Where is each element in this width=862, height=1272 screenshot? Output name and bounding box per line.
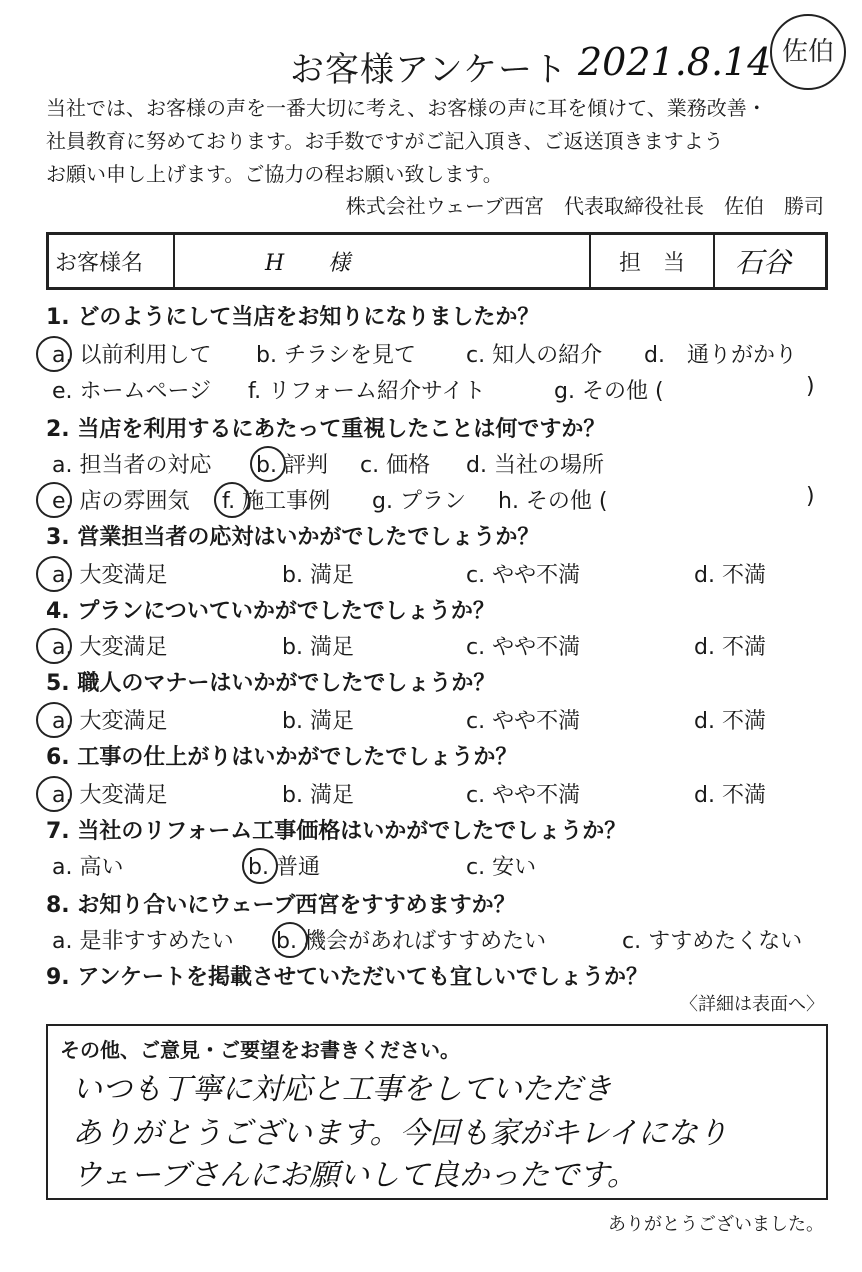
answer-circle-q1 (36, 336, 72, 372)
survey-title: お客様アンケート (290, 50, 568, 90)
q4-option-b[interactable]: b. 満足 (282, 635, 354, 660)
detail-note: 〈詳細は表面へ〉 (680, 994, 824, 1015)
answer-circle-q3 (36, 556, 72, 592)
q8-option-a[interactable]: a. 是非すすめたい (52, 929, 234, 954)
company-signature: 株式会社ウェーブ西宮 代表取締役社長 佐伯 勝司 (345, 194, 824, 218)
answer-circle-q5 (36, 702, 72, 738)
answer-circle-q2-e (36, 482, 72, 518)
q4-option-d[interactable]: d. 不満 (694, 635, 766, 660)
handwritten-date: 2021.8.14 (578, 40, 772, 84)
q8-option-c[interactable]: c. すすめたくない (622, 929, 803, 954)
q4-option-a[interactable]: a. 大変満足 (52, 635, 168, 660)
comment-line-3: ウェーブさんにお願いして良かったです。 (72, 1158, 637, 1193)
q2-option-h[interactable]: h. その他 ( (498, 489, 608, 514)
q1-option-d[interactable]: d. 通りがかり (644, 343, 797, 368)
comment-label: その他、ご意見・ご要望をお書きください。 (60, 1038, 460, 1062)
q1-option-b[interactable]: b. チラシを見て (256, 343, 416, 368)
q8-option-b[interactable]: b. 機会があればすすめたい (276, 929, 547, 954)
q5-option-a[interactable]: a. 大変満足 (52, 709, 168, 734)
q2-option-e[interactable]: e. 店の雰囲気 (52, 489, 190, 514)
customer-name-label: お客様名 (48, 234, 175, 289)
question-9: 9. アンケートを掲載させていただいても宜しいでしょうか？ (46, 965, 649, 990)
q2-option-c[interactable]: c. 価格 (360, 453, 431, 478)
customer-name-value: H 様 (174, 234, 590, 289)
staff-value: 石谷 (714, 234, 827, 289)
question-1: 1. どのようにして当店をお知りになりましたか？ (46, 305, 540, 330)
intro-line-1: 当社では、お客様の声を一番大切に考え、お客様の声に耳を傾けて、業務改善・ (46, 96, 767, 120)
question-8: 8. お知り合いにウェーブ西宮をすすめますか？ (46, 893, 516, 918)
q1-option-a[interactable]: a. 以前利用して (52, 343, 212, 368)
q5-option-d[interactable]: d. 不満 (694, 709, 766, 734)
q1-option-g[interactable]: g. その他 ( (554, 379, 664, 404)
comment-line-1: いつも丁寧に対応と工事をしていただき (72, 1072, 612, 1107)
question-7: 7. 当社のリフォーム工事価格はいかがでしたでしょうか？ (46, 819, 627, 844)
question-2: 2. 当店を利用するにあたって重視したことは何ですか？ (46, 417, 606, 442)
answer-circle-q4 (36, 628, 72, 664)
question-6: 6. 工事の仕上がりはいかがでしたでしょうか？ (46, 745, 518, 770)
answer-circle-q2-f (214, 482, 250, 518)
q1-option-e[interactable]: e. ホームページ (52, 379, 212, 404)
q2-option-a[interactable]: a. 担当者の対応 (52, 453, 212, 478)
seal-stamp: 佐伯 (770, 14, 846, 90)
customer-info-table (46, 232, 828, 290)
q2-option-f[interactable]: f. 施工事例 (222, 489, 331, 514)
question-5: 5. 職人のマナーはいかがでしたでしょうか？ (46, 671, 496, 696)
q5-option-c[interactable]: c. やや不満 (466, 709, 581, 734)
intro-line-3: お願い申し上げます。ご協力の程お願い致します。 (46, 162, 503, 186)
q2-option-b[interactable]: b. 評判 (256, 453, 328, 478)
q6-option-a[interactable]: a. 大変満足 (52, 783, 168, 808)
q2-option-d[interactable]: d. 当社の場所 (466, 453, 604, 478)
q6-option-d[interactable]: d. 不満 (694, 783, 766, 808)
q6-option-b[interactable]: b. 満足 (282, 783, 354, 808)
q1-option-c[interactable]: c. 知人の紹介 (466, 343, 603, 368)
comment-line-2: ありがとうございます。今回も家がキレイになり (72, 1116, 728, 1151)
question-3: 3. 営業担当者の応対はいかがでしたでしょうか？ (46, 525, 540, 550)
q7-option-b[interactable]: b. 普通 (248, 855, 320, 880)
staff-label: 担 当 (590, 234, 714, 289)
q3-option-a[interactable]: a. 大変満足 (52, 563, 168, 588)
q1-other-close: ) (806, 374, 815, 399)
answer-circle-q8 (272, 922, 308, 958)
q3-option-c[interactable]: c. やや不満 (466, 563, 581, 588)
intro-line-2: 社員教育に努めております。お手数ですがご記入頂き、ご返送頂きますよう (46, 129, 724, 153)
q7-option-c[interactable]: c. 安い (466, 855, 537, 880)
q3-option-b[interactable]: b. 満足 (282, 563, 354, 588)
q6-option-c[interactable]: c. やや不満 (466, 783, 581, 808)
closing-thanks: ありがとうございました。 (608, 1214, 824, 1235)
q4-option-c[interactable]: c. やや不満 (466, 635, 581, 660)
answer-circle-q6 (36, 776, 72, 812)
q5-option-b[interactable]: b. 満足 (282, 709, 354, 734)
q2-other-close: ) (806, 484, 815, 509)
q1-option-f[interactable]: f. リフォーム紹介サイト (248, 379, 486, 404)
answer-circle-q7 (242, 848, 278, 884)
q2-option-g[interactable]: g. プラン (372, 489, 466, 514)
q3-option-d[interactable]: d. 不満 (694, 563, 766, 588)
question-4: 4. プランについていかがでしたでしょうか？ (46, 599, 495, 624)
answer-circle-q2-b (250, 446, 286, 482)
q7-option-a[interactable]: a. 高い (52, 855, 124, 880)
